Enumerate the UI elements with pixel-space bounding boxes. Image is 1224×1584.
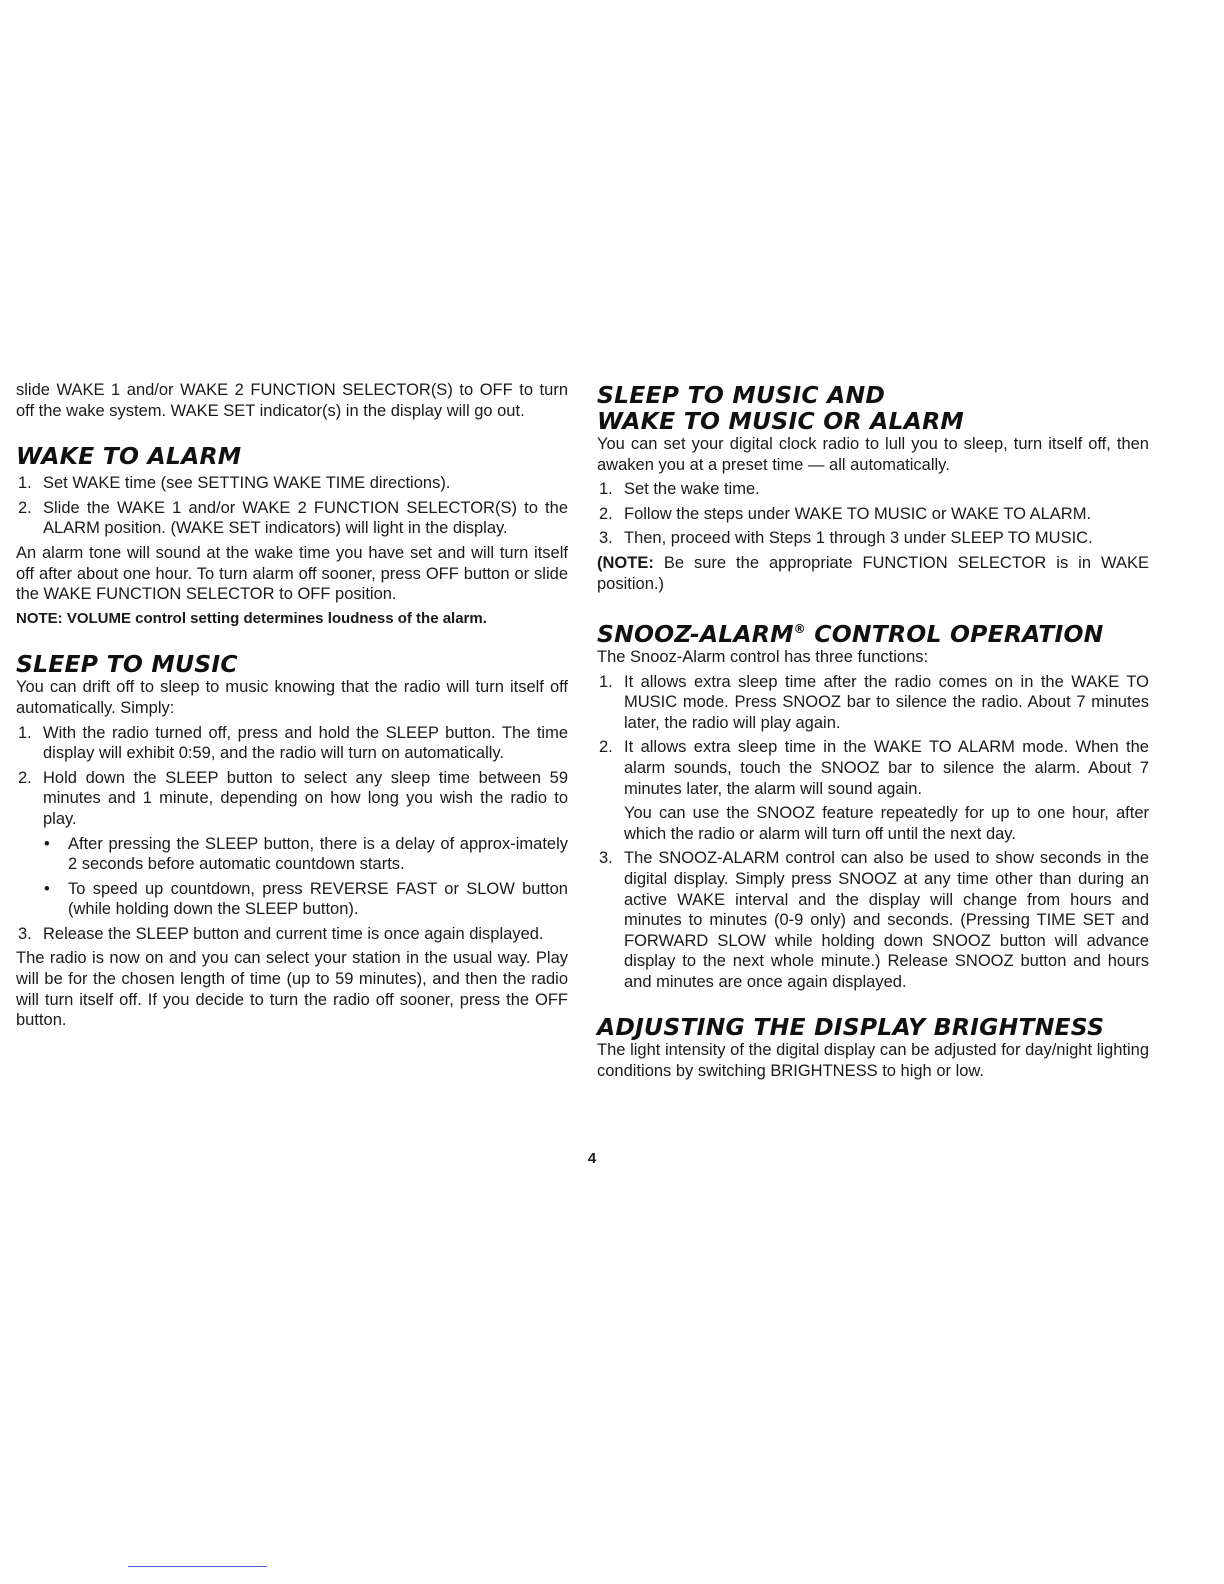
wake-to-alarm-note: NOTE: VOLUME control setting determines loudness of the alarm. [16, 609, 487, 627]
snooz-steps [597, 672, 1149, 993]
bullet-item: • After pressing the SLEEP button, there is a delay of approx-imately 2 seconds before automatic countdown starts. [16, 834, 568, 875]
footnote-rule [128, 1566, 267, 1567]
left-column [16, 380, 568, 1031]
registered-mark: ® [793, 622, 806, 637]
right-column [597, 382, 1149, 1082]
list-item: 2. Slide the WAKE 1 and/or WAKE 2 FUNCTION SELECTOR(S) to the ALARM position. (WAKE SET indicators) will light in the display. [18, 498, 568, 538]
snooz-heading-rest: CONTROL OPERATION [805, 619, 1104, 648]
wake-to-alarm-heading: WAKE TO ALARM [16, 442, 242, 471]
brightness-heading: ADJUSTING THE DISPLAY BRIGHTNESS [597, 1013, 1105, 1042]
brightness-paragraph: The light intensity of the digital display can be adjusted for day/night lighting conditions by switching BRIGHTNESS to high or low. [597, 1041, 1149, 1081]
bullet-item: • To speed up countdown, press REVERSE FAST or SLOW button (while holding down the SLEEP button). [16, 879, 568, 920]
sleep-to-music-paragraph: The radio is now on and you can select your station in the usual way. Play will be for the chosen length of time (up to 59 minutes), and then the radio will turn itself off. If you decide to turn the radio off sooner, press the OFF button. [16, 949, 568, 1030]
sleep-to-music-heading: SLEEP TO MUSIC [16, 650, 238, 679]
snooz-heading-main: SNOOZ-ALARM [597, 619, 794, 648]
list-item: 3. The SNOOZ-ALARM control can also be used to show seconds in the digital display. Simply press SNOOZ at any time other than during an active WAKE interval and the display will change from hours and minutes to minutes (0-9 only) and seconds. (Pressing TIME SET and FORWARD SLOW while holding down SNOOZ button will advance display to the next whole minute.) Release SNOOZ button and hours and minutes are once again displayed. [599, 849, 1149, 991]
note-text: Be sure the appropriate FUNCTION SELECTOR is in WAKE position.) [597, 553, 1149, 593]
list-item: 2. Follow the steps under WAKE TO MUSIC or WAKE TO ALARM. [599, 504, 1092, 523]
sleep-bullets [16, 834, 568, 920]
list-item: 2. It allows extra sleep time in the WAKE TO ALARM mode. When the alarm sounds, touch the SNOOZ bar to silence the alarm. About 7 minutes later, the alarm will sound again. You can use the SNOOZ feature repeatedly for up to one hour, after which the radio or alarm will turn off until the next day. [599, 738, 1149, 843]
list-item: 1. Set the wake time. [599, 480, 760, 499]
snooz-intro: The Snooz-Alarm control has three functions: [597, 647, 929, 666]
combo-steps [597, 479, 1149, 549]
list-item: 3. Release the SLEEP button and current time is once again displayed. [18, 924, 544, 943]
list-item: 1. It allows extra sleep time after the radio comes on in the WAKE TO MUSIC mode. Press SNOOZ bar to silence the radio. About 7 minutes later, the radio will play again. [599, 672, 1149, 732]
page-number: 4 [587, 1150, 597, 1167]
snooz-step2-extra: You can use the SNOOZ feature repeatedly for up to one hour, after which the radio or alarm will turn off until the next day. [624, 804, 1149, 843]
list-item: 1. Set WAKE time (see SETTING WAKE TIME directions). [18, 474, 451, 493]
note-label: (NOTE: [597, 553, 654, 572]
sleep-to-music-steps [16, 723, 568, 945]
sleep-to-music-intro: You can drift off to sleep to music knowing that the radio will turn itself off automatically. Simply: [16, 678, 568, 717]
snooz-heading [597, 616, 1149, 647]
combo-intro: You can set your digital clock radio to lull you to sleep, turn itself off, then awaken you at a preset time — all automatically. [597, 435, 1149, 474]
wake-to-alarm-paragraph: An alarm tone will sound at the wake time you have set and will turn itself off after about one hour. To turn alarm off sooner, press OFF button or slide the WAKE FUNCTION SELECTOR to OFF position. [16, 543, 568, 604]
list-item: 2. Hold down the SLEEP button to select any sleep time between 59 minutes and 1 minute, depending on how long you wish the radio to play. • After pressing the SLEEP button, there is a delay of approx-imately 2 seconds before automatic countdown starts. • To speed up countdown, press REVERSE FAST or SLOW button (while holding down the SLEEP button). [16, 768, 568, 920]
list-item: 1. With the radio turned off, press and hold the SLEEP button. The time display will exhibit 0:59, and the radio will turn on automatically. [18, 723, 568, 763]
wake-to-alarm-steps [16, 473, 568, 539]
combo-heading-line2: WAKE TO MUSIC OR ALARM [597, 407, 964, 435]
combo-note [597, 553, 1149, 594]
list-item: 3. Then, proceed with Steps 1 through 3 under SLEEP TO MUSIC. [599, 529, 1093, 548]
combo-heading-line1: SLEEP TO MUSIC AND [597, 381, 886, 409]
intro-paragraph: slide WAKE 1 and/or WAKE 2 FUNCTION SELECTOR(S) to OFF to turn off the wake system. WAKE SET indicator(s) in the display will go out. [16, 381, 568, 420]
